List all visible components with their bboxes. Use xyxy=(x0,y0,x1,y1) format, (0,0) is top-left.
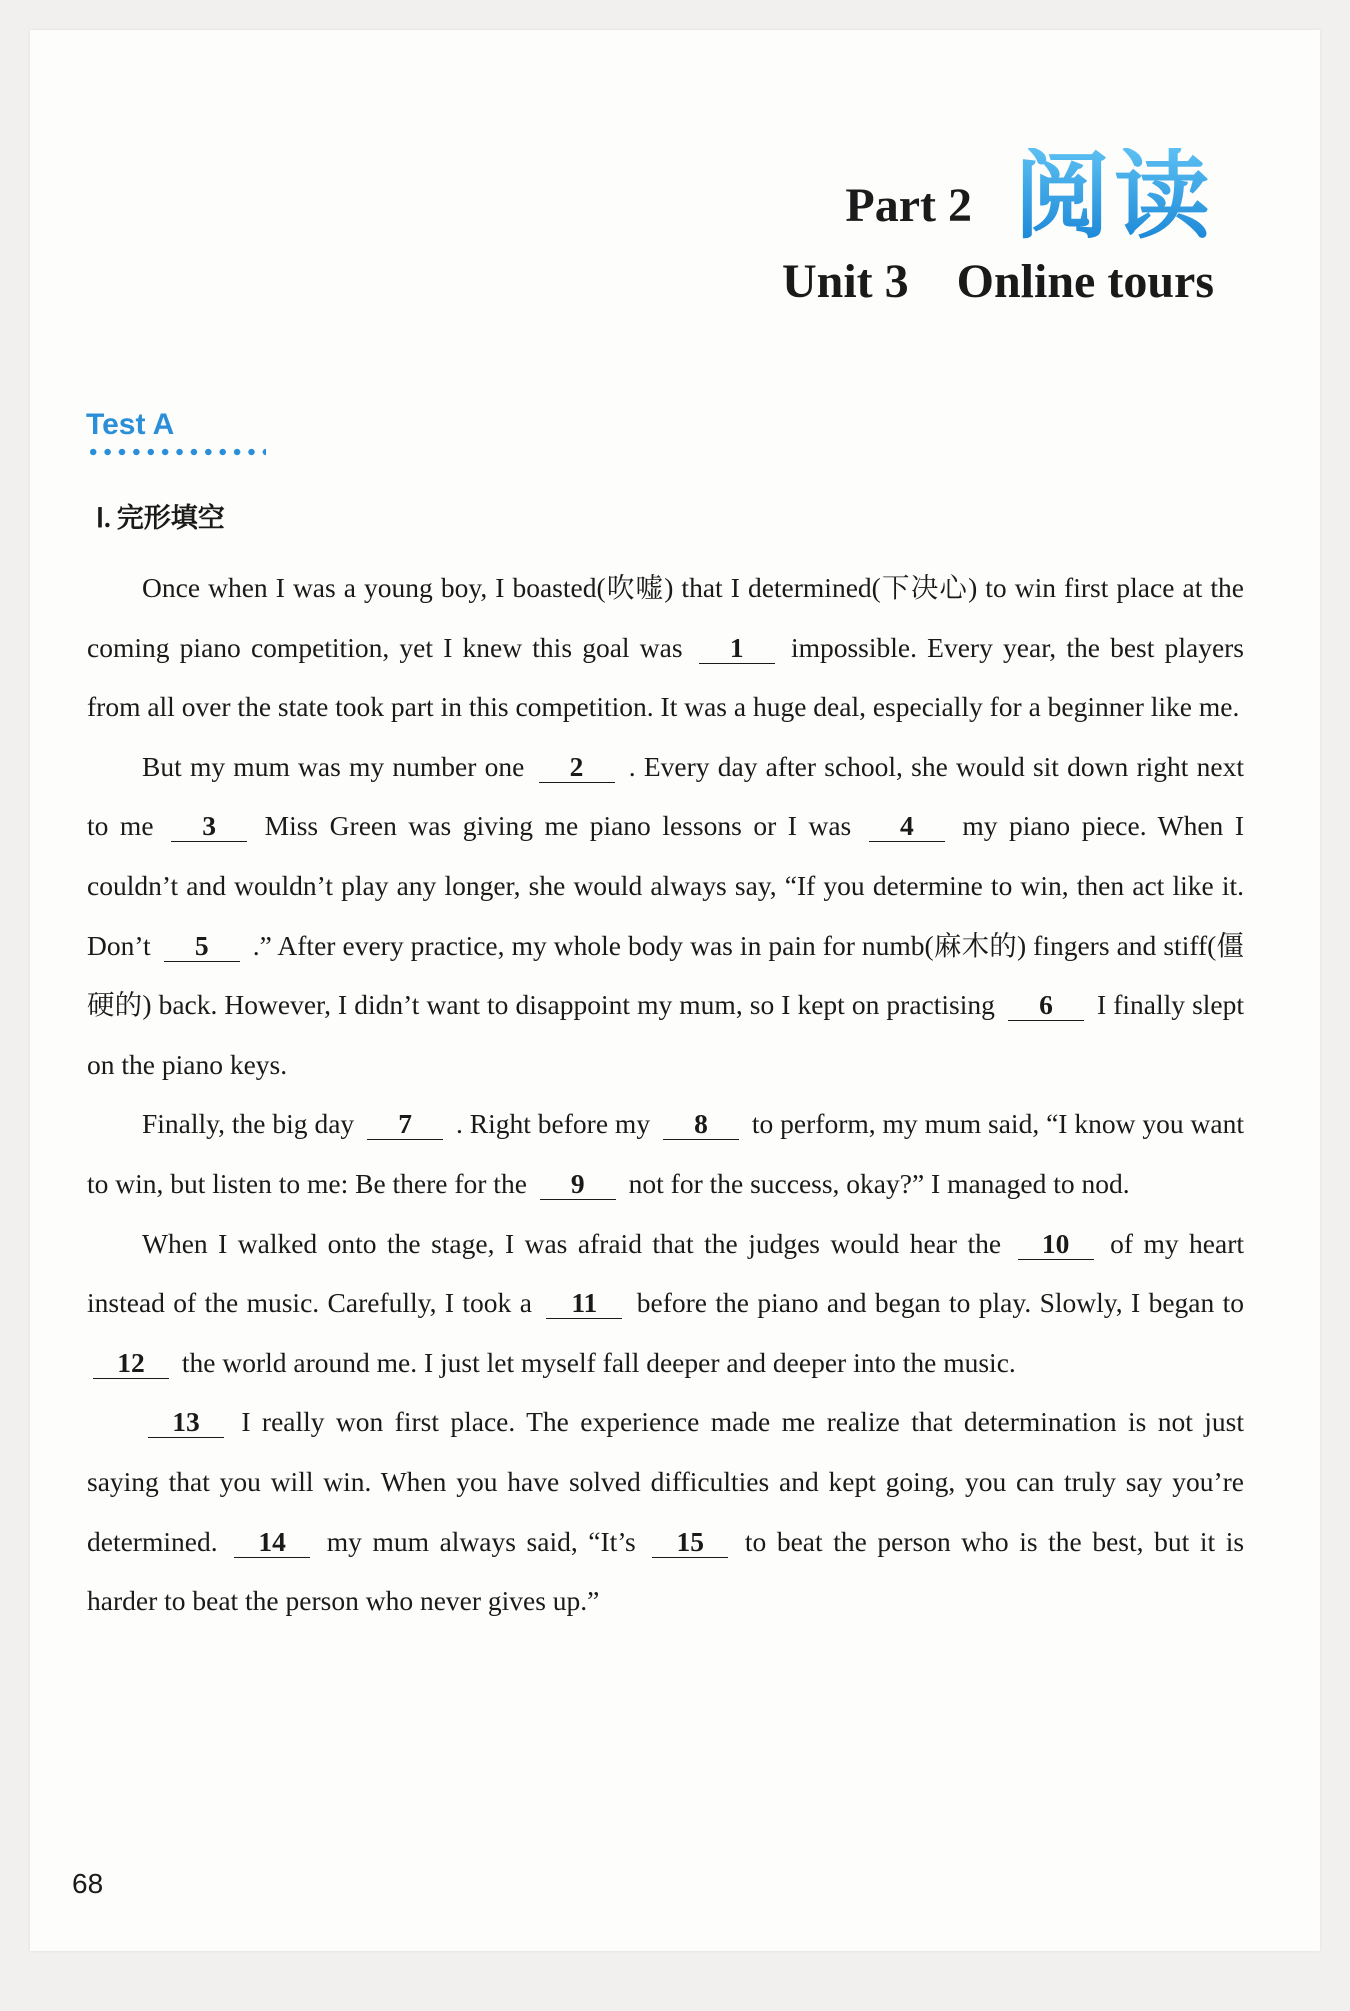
dotted-underline xyxy=(86,448,266,456)
blank-14: 14 xyxy=(234,1527,310,1558)
blank-7: 7 xyxy=(367,1109,443,1140)
test-label: Test A xyxy=(86,408,175,441)
section-title: 完形填空 xyxy=(116,503,225,534)
blank-9: 9 xyxy=(540,1169,616,1200)
passage-text: . Right before my xyxy=(455,1108,651,1140)
passage-text: of my heart instead of the music. Carefully, I took a xyxy=(87,1227,1245,1319)
page-number: 68 xyxy=(72,1868,104,1899)
passage-text: the world around me. I just let myself fall deeper and deeper into the music. xyxy=(181,1346,1016,1378)
passage-text: impossible. Every year, the best players from all over the state took part in this competition. It was a huge deal, especially for a beginner like me. xyxy=(87,631,1245,723)
passage-text: But my mum was my number one xyxy=(142,750,525,782)
blank-5: 5 xyxy=(164,931,240,962)
workbook-page xyxy=(30,30,1320,1951)
passage-text: Finally, the big day xyxy=(142,1108,355,1140)
passage-text: Miss Green was giving me piano lessons or I was xyxy=(264,810,852,842)
blank-10: 10 xyxy=(1018,1229,1094,1260)
passage-text: .” After every practice, my whole body was in pain for numb(麻木的) fingers and stiff(僵硬的) back. However, I didn’t want to disappoint my mum, so I kept on practising xyxy=(87,929,1244,1021)
blank-13: 13 xyxy=(148,1407,224,1438)
section-heading xyxy=(96,496,225,535)
blank-4: 4 xyxy=(869,811,945,842)
blank-2: 2 xyxy=(539,752,615,783)
passage-text: not for the success, okay?” I managed to nod. xyxy=(628,1167,1130,1199)
blank-1: 1 xyxy=(699,633,775,664)
section-number: Ⅰ. xyxy=(96,503,111,533)
blank-3: 3 xyxy=(171,811,247,842)
part-title-chinese: 阅读 xyxy=(1014,140,1214,252)
passage-text: to beat the person who is the best, but it is harder to beat the person who never gives up.” xyxy=(87,1525,1245,1617)
paragraph xyxy=(87,737,1244,1095)
blank-15: 15 xyxy=(652,1527,728,1558)
passage-text: I finally slept on the piano keys. xyxy=(87,989,1245,1080)
passage-text: . Every day after school, she would sit down right next to me xyxy=(87,750,1244,842)
paragraph xyxy=(87,1392,1244,1630)
passage-text: When I walked onto the stage, I was afraid that the judges would hear the xyxy=(142,1227,1002,1259)
passage-text: my mum always said, “It’s xyxy=(326,1525,636,1557)
passage-text: I really won first place. The experience made me realize that determination is not just saying that you will win. When you have solved difficulties and kept going, you can truly say you’re determined. xyxy=(87,1406,1244,1557)
blank-12: 12 xyxy=(93,1348,169,1379)
paragraph xyxy=(87,1214,1244,1393)
blank-11: 11 xyxy=(546,1288,622,1319)
passage-text: Once when I was a young boy, I boasted(吹嘘) that I determined(下决心) to win first place at the coming piano competition, yet I knew this goal was xyxy=(87,572,1244,663)
part-heading xyxy=(782,140,1214,252)
paragraph xyxy=(87,1094,1244,1213)
passage-text: before the piano and began to play. Slowly, I began to xyxy=(636,1287,1245,1319)
passage-text: to perform, my mum said, “I know you want to win, but listen to me: Be there for the xyxy=(87,1108,1244,1199)
page-header xyxy=(781,140,1214,308)
paragraph xyxy=(87,558,1244,737)
cloze-passage xyxy=(87,558,1244,1631)
passage-text: my piano piece. When I couldn’t and wouldn’t play any longer, she would always say, “If you determine to win, then act like it. Don’t xyxy=(87,810,1244,961)
blank-6: 6 xyxy=(1008,990,1084,1021)
blank-8: 8 xyxy=(663,1109,739,1140)
part-title: Part 2 xyxy=(845,179,972,232)
unit-title: Unit 3 Online tours xyxy=(781,255,1214,308)
